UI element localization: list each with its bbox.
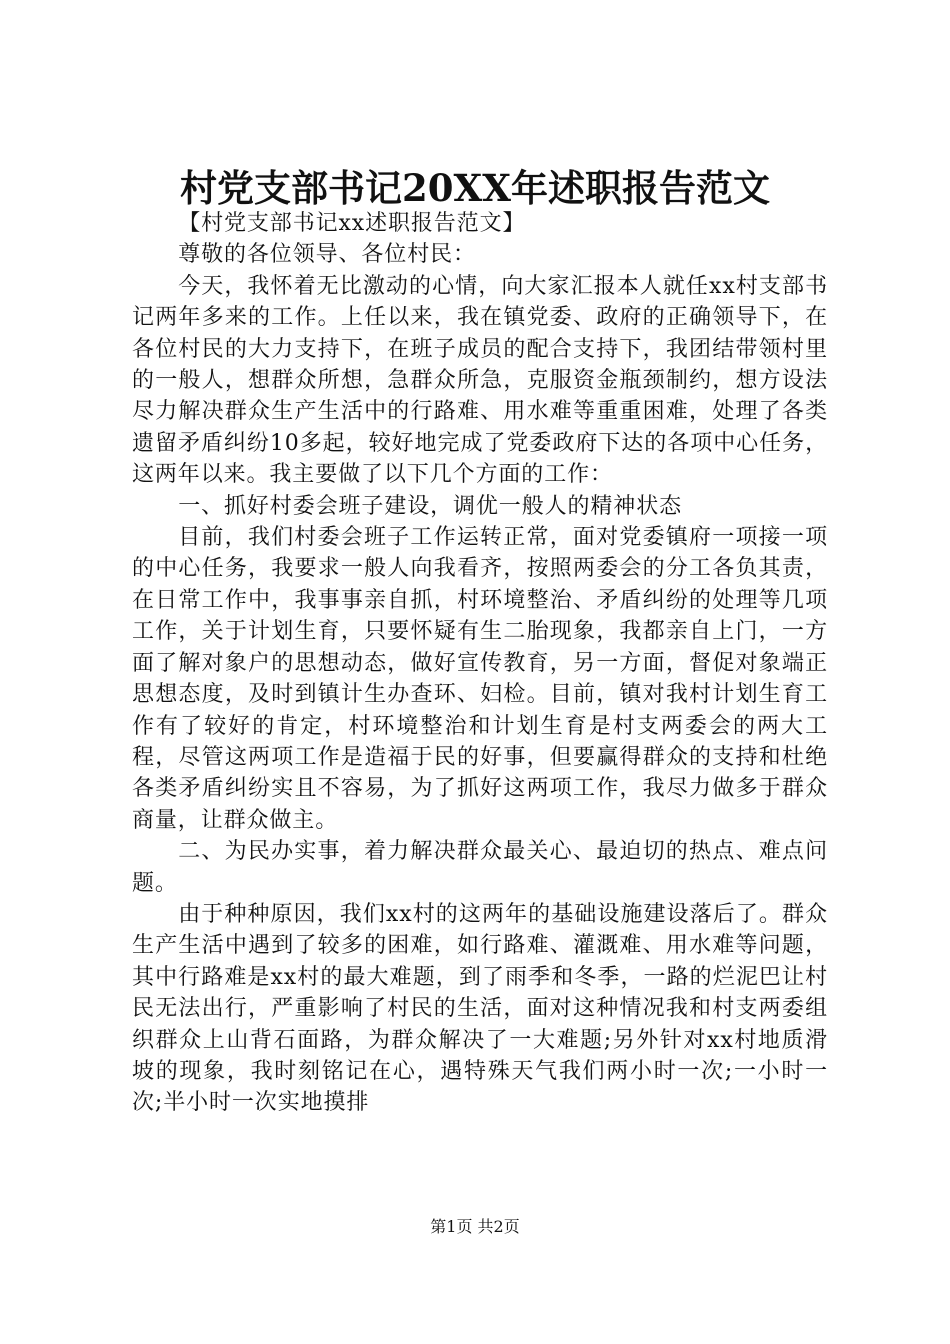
section-heading-1: 一、抓好村委会班子建设，调优一般人的精神状态 xyxy=(178,493,682,519)
paragraph-section-1: 目前，我们村委会班子工作运转正常，面对党委镇府一项接一项的中心任务，我要求一般人向我看齐，按照两委会的分工各负其责，在日常工作中，我事事亲自抓，村环境整治、矛盾纠纷的处理等几项工作，关于计划生育，只要怀疑有生二胎现象，我都亲自上门，一方面了解对象户的思想动态，做好宣传教育，另一方面，督促对象端正思想态度，及时到镇计生办查环、妇检。目前，镇对我村计划生育工作有了较好的肯定，村环境整治和计划生育是村支两委会的两大工程，尽管这两项工作是造福于民的好事，但要赢得群众的支持和杜绝各类矛盾纠纷实且不容易，为了抓好这两项工作，我尽力做多于群众商量，让群众做主。 xyxy=(132,525,828,833)
paragraph-subtitle: 【村党支部书记xx述职报告范文】 xyxy=(178,211,526,236)
page-number: 第1页 共2页 xyxy=(430,1217,520,1236)
paragraph-salutation: 尊敬的各位领导、各位村民： xyxy=(178,242,476,268)
document-body xyxy=(132,208,828,1119)
paragraph-section-2: 由于种种原因，我们xx村的这两年的基础设施建设落后了。群众生产生活中遇到了较多的困难，如行路难、灌溉难、用水难等问题，其中行路难是xx村的最大难题，到了雨季和冬季，一路的烂泥巴让村民无法出行，严重影响了村民的生活，面对这种情况我和村支两委组织群众上山背石面路，为群众解决了一大难题;另外针对xx村地质滑坡的现象，我时刻铭记在心，遇特殊天气我们两小时一次;一小时一次;半小时一次实地摸排 xyxy=(132,901,828,1116)
paragraph-intro: 今天，我怀着无比激动的心情，向大家汇报本人就任xx村支部书记两年多来的工作。上任以来，我在镇党委、政府的正确领导下，在各位村民的大力支持下，在班子成员的配合支持下，我团结带领村里的一般人，想群众所想，急群众所急，克服资金瓶颈制约，想方设法尽力解决群众生产生活中的行路难、用水难等重重困难，处理了各类遗留矛盾纠纷10多起，较好地完成了党委政府下达的各项中心任务，这两年以来。我主要做了以下几个方面的工作： xyxy=(132,273,828,488)
section-heading-2: 二、为民办实事，着力解决群众最关心、最迫切的热点、难点问题。 xyxy=(132,839,828,896)
document-title: 村党支部书记20XX年述职报告范文 xyxy=(180,166,770,210)
